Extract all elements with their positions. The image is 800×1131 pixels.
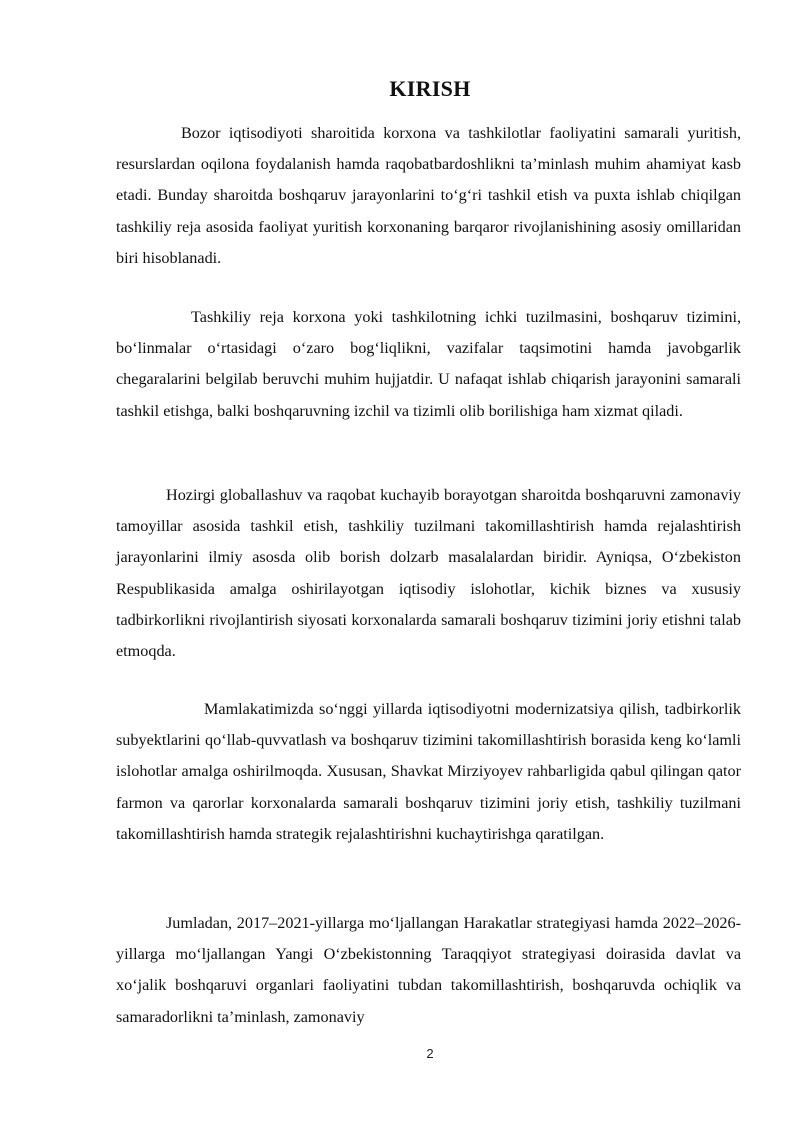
- paragraph-1: [116, 118, 741, 274]
- paragraph-5: [116, 908, 741, 1033]
- page-number: 2: [426, 1046, 434, 1061]
- paragraph-text: Mamlakatimizda so‘nggi yillarda iqtisodiyotni modernizatsiya qilish, tadbirkorlik subyektlarini qo‘llab-quvvatlash va boshqaruv tizimini takomillashtirish borasida keng ko‘lamli islohotlar amalga oshirilmoqda. Xususan, Shavkat Mirziyoyev rahbarligida qabul qilingan qator farmon va qarorlar korxonalarda samarali boshqaruv tizimini joriy etish, tashkiliy tuzilmani takomillashtirish hamda strategik rejalashtirishni kuchaytirishga qaratilgan.: [116, 700, 741, 843]
- paragraph-text: Hozirgi globallashuv va raqobat kuchayib borayotgan sharoitda boshqaruvni zamonaviy tamoyillar asosida tashkil etish, tashkiliy tuzilmani takomillashtirish hamda rejalashtirish jarayonlarini ilmiy asosda olib borish dolzarb masalalardan biridir. Ayniqsa, O‘zbekiston Respublikasida amalga oshirilayotgan iqtisodiy islohotlar, kichik biznes va xususiy tadbirkorlikni rivojlantirish siyosati korxonalarda samarali boshqaruv tizimini joriy etishni talab etmoqda.: [116, 486, 741, 661]
- paragraph-text: Tashkiliy reja korxona yoki tashkilotning ichki tuzilmasini, boshqaruv tizimini, bo‘linmalar o‘rtasidagi o‘zaro bog‘liqlikni, vazifalar taqsimotini hamda javobgarlik chegaralarini belgilab beruvchi muhim hujjatdir. U nafaqat ishlab chiqarish jarayonini samarali tashkil etishga, balki boshqaruvning izchil va tizimli olib borilishiga ham xizmat qiladi.: [116, 308, 741, 420]
- paragraph-2: [116, 302, 741, 427]
- page-title: KIRISH: [389, 76, 471, 101]
- paragraph-3: [116, 480, 741, 667]
- paragraph-4: [116, 694, 741, 850]
- paragraph-text: Bozor iqtisodiyoti sharoitida korxona va tashkilotlar faoliyatini samarali yuritish, resurslardan oqilona foydalanish hamda raqobatbardoshlikni ta’minlash muhim ahamiyat kasb etadi. Bunday sharoitda boshqaruv jarayonlarini to‘g‘ri tashkil etish va puxta ishlab chiqilgan tashkiliy reja asosida faoliyat yuritish korxonaning barqaror rivojlanishining asosiy omillaridan biri hisoblanadi.: [116, 124, 741, 267]
- paragraph-text: Jumladan, 2017–2021-yillarga mo‘ljallangan Harakatlar strategiyasi hamda 2022–2026-yillarga mo‘ljallangan Yangi O‘zbekistonning Taraqqiyot strategiyasi doirasida davlat va xo‘jalik boshqaruvi organlari faoliyatini tubdan takomillashtirish, boshqaruvda ochiqlik va samaradorlikni ta’minlash, zamonaviy: [116, 914, 741, 1026]
